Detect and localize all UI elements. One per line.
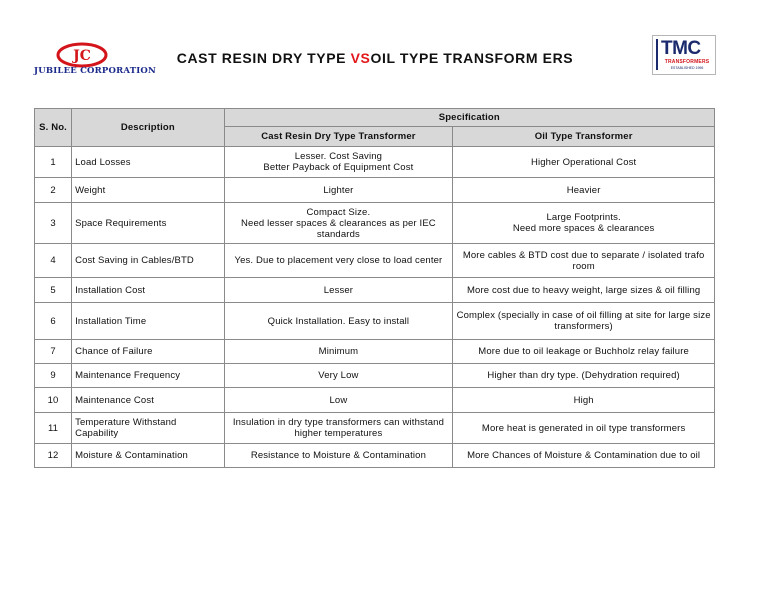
cell-sno: 2 [35, 178, 72, 203]
cell-sno: 5 [35, 278, 72, 303]
table-row [35, 244, 715, 278]
cell-oil-type [453, 203, 715, 244]
cell-cast-resin [224, 244, 453, 278]
table-row [35, 178, 715, 203]
cell-oil-type [453, 147, 715, 178]
tmc-logo-established: ESTABLISHED 1996 [670, 66, 704, 70]
cell-line: higher temperatures [294, 428, 383, 439]
cell-sno: 6 [35, 303, 72, 340]
table-row [35, 388, 715, 413]
cell-sno: 10 [35, 388, 72, 413]
cell-cast-resin [224, 444, 453, 468]
header-oil-type: Oil Type Transformer [453, 127, 715, 147]
cell-oil-type [453, 444, 715, 468]
cell-cast-resin [224, 340, 453, 364]
cell-line: Yes. Due to placement very close to load center [234, 255, 443, 266]
cell-line: High [573, 394, 594, 406]
cell-cast-resin [224, 364, 453, 388]
tmc-logo-subtitle: TRANSFORMERS [664, 59, 710, 65]
cell-line: Need lesser spaces & clearances as per IEC standards [241, 217, 436, 240]
document-title [150, 50, 600, 66]
cell-oil-type [453, 388, 715, 413]
cell-sno: 12 [35, 444, 72, 468]
cell-line: Need more spaces & clearances [512, 223, 655, 234]
table-row [35, 278, 715, 303]
table-header-row [35, 109, 715, 127]
cell-cast-resin [224, 303, 453, 340]
cell-line: Higher Operational Cost [530, 156, 637, 168]
cell-description: Load Losses [72, 147, 224, 178]
cell-cast-resin [224, 388, 453, 413]
cell-oil-type [453, 244, 715, 278]
cell-sno: 1 [35, 147, 72, 178]
table-row [35, 203, 715, 244]
title-part-2: OIL TYPE TRANSFORM ERS [370, 50, 574, 66]
table-row [35, 303, 715, 340]
company-name: JUBILEE CORPORATION [34, 66, 156, 76]
cell-line: Insulation in dry type transformers can withstand [232, 417, 444, 428]
cell-line: Very Low [318, 370, 359, 381]
cell-line: More due to oil leakage or Buchholz relay failure [478, 346, 689, 357]
header-description: Description [72, 109, 224, 147]
cell-cast-resin [224, 278, 453, 303]
cell-oil-type [453, 278, 715, 303]
cell-line: Low [329, 394, 348, 406]
page-header [0, 0, 768, 100]
cell-oil-type [453, 364, 715, 388]
table-body [35, 147, 715, 468]
table-row [35, 340, 715, 364]
cell-line: room [572, 260, 595, 272]
header-sno: S. No. [35, 109, 72, 147]
cell-line: Large Footprints. [546, 212, 621, 223]
cell-line: Lighter [323, 184, 354, 196]
cell-cast-resin [224, 147, 453, 178]
cell-description: Moisture & Contamination [72, 444, 224, 468]
table-row [35, 413, 715, 444]
cell-cast-resin [224, 178, 453, 203]
cell-description: Space Requirements [72, 203, 224, 244]
cell-line: Complex (specially in case of oil filling at site for large size [456, 310, 711, 321]
cell-line: More cables & BTD cost due to separate / isolated trafo [462, 249, 705, 261]
cell-sno: 9 [35, 364, 72, 388]
cell-description: Installation Cost [72, 278, 224, 303]
cell-line: Heavier [566, 184, 601, 196]
svg-text:JC: JC [73, 48, 91, 64]
cell-line: Higher than dry type. (Dehydration required) [487, 370, 680, 381]
jubilee-corporation-logo [28, 40, 156, 80]
jc-emblem-icon [56, 42, 108, 68]
cell-description: Maintenance Cost [72, 388, 224, 413]
header-specification: Specification [224, 109, 714, 127]
table-row [35, 147, 715, 178]
cell-description: Weight [72, 178, 224, 203]
tmc-logo-bar [656, 39, 658, 70]
cell-sno: 3 [35, 203, 72, 244]
comparison-table [34, 108, 715, 468]
cell-oil-type [453, 340, 715, 364]
cell-line: More cost due to heavy weight, large sizes & oil filling [466, 284, 701, 296]
cell-line: Minimum [318, 346, 359, 357]
cell-line: Lesser [323, 284, 354, 296]
cell-line: Better Payback of Equipment Cost [263, 162, 414, 173]
header-cast-resin: Cast Resin Dry Type Transformer [224, 127, 453, 147]
cell-line: transformers) [554, 321, 613, 332]
cell-line: More heat is generated in oil type transformers [481, 422, 686, 434]
table-row [35, 444, 715, 468]
title-vs: VS [350, 50, 371, 66]
cell-line: Lesser. Cost Saving [294, 151, 383, 162]
cell-sno: 11 [35, 413, 72, 444]
cell-line: Resistance to Moisture & Contamination [250, 450, 427, 461]
cell-description: Chance of Failure [72, 340, 224, 364]
table-row [35, 364, 715, 388]
cell-description: Installation Time [72, 303, 224, 340]
tmc-logo-letters: TMC [661, 38, 701, 59]
cell-description: Cost Saving in Cables/BTD [72, 244, 224, 278]
cell-line: Quick Installation. Easy to install [267, 315, 410, 327]
cell-sno: 7 [35, 340, 72, 364]
cell-oil-type [453, 303, 715, 340]
cell-description: Temperature Withstand Capability [72, 413, 224, 444]
cell-cast-resin [224, 413, 453, 444]
cell-description: Maintenance Frequency [72, 364, 224, 388]
cell-line: Compact Size. [306, 206, 371, 218]
title-part-1: CAST RESIN DRY TYPE [176, 50, 347, 66]
cell-oil-type [453, 413, 715, 444]
cell-cast-resin [224, 203, 453, 244]
cell-line: More Chances of Moisture & Contamination due to oil [467, 450, 701, 461]
cell-sno: 4 [35, 244, 72, 278]
cell-oil-type [453, 178, 715, 203]
tmc-transformers-logo [652, 35, 716, 75]
